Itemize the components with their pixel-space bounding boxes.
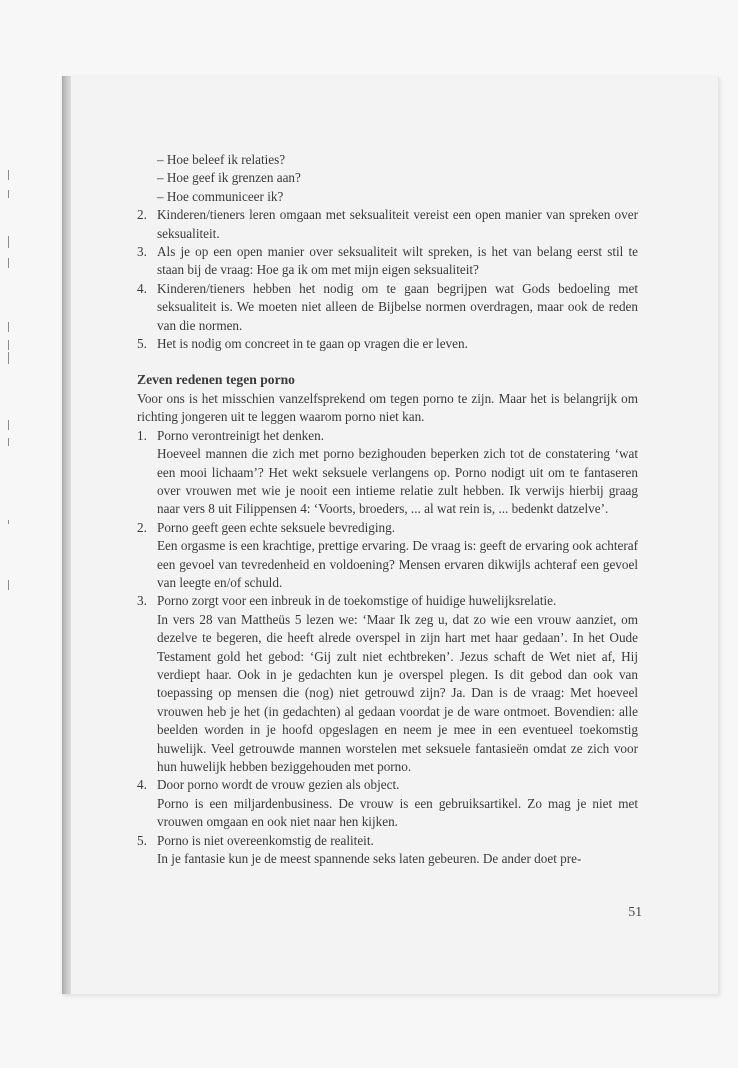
reason-body: Hoeveel mannen die zich met porno bezighouden beperken zich tot de constatering ‘wat een mooi lichaam’? Het wekt seksuele verlangens op. Porno nodigt uit om te fantaseren over vrouwen met wie je nooit een intieme relatie zult hebben. Ik verwijs hierbij graag naar vers 8 uit Filippensen 4: ‘Voorts, broeders, ... al wat rein is, ... bedenkt datzelve’. xyxy=(157,446,638,517)
list-number: 4. xyxy=(137,280,147,296)
list-text: Het is nodig om concreet in te gaan op vragen die er leven. xyxy=(157,336,468,352)
reason-number: 2. xyxy=(137,519,147,535)
reason-number: 3. xyxy=(137,593,147,609)
list-text: Als je op een open manier over seksualiteit wilt spreken, is het van belang eerst stil te staan bij de vraag: Hoe ga ik om met mijn eigen seksualiteit? xyxy=(157,244,638,278)
list-number: 2. xyxy=(137,207,147,223)
list-item xyxy=(137,206,638,243)
list-number: 5. xyxy=(137,336,147,352)
reason-title: Porno zorgt voor een inbreuk in de toekomstige of huidige huwelijksrelatie. xyxy=(157,593,557,609)
reason-body: In je fantasie kun je de meest spannende seks laten gebeuren. De ander doet pre- xyxy=(157,851,582,867)
list-item xyxy=(137,280,638,335)
section-intro: Voor ons is het misschien vanzelfsprekend om tegen porno te zijn. Maar het is belangrijk om richting jongeren uit te leggen waarom porno niet kan. xyxy=(137,390,638,425)
list-item xyxy=(137,335,638,353)
reason-body: Porno is een miljardenbusiness. De vrouw is een gebruiksartikel. Zo mag je niet met vrouwen omgaan en ook niet naar hen kijken. xyxy=(157,795,638,830)
list-text: Kinderen/tieners leren omgaan met seksualiteit vereist een open manier van spreken over seksualiteit. xyxy=(157,207,638,241)
section-heading: Zeven redenen tegen porno xyxy=(137,372,295,388)
reason-item xyxy=(137,776,638,794)
sub-item: – Hoe communiceer ik? xyxy=(157,188,284,204)
reason-number: 5. xyxy=(137,832,147,848)
page-number: 51 xyxy=(628,904,642,919)
reason-item xyxy=(137,592,638,610)
reason-title: Porno geeft geen echte seksuele bevrediging. xyxy=(157,519,396,535)
page-text xyxy=(137,151,638,868)
reason-item xyxy=(137,519,638,537)
reason-title: Porno is niet overeenkomstig de realiteit. xyxy=(157,832,374,848)
reason-body: Een orgasme is een krachtige, prettige ervaring. De vraag is: geeft de ervaring ook achteraf een gevoel van tevredenheid en voldoening? Mensen ervaren dikwijls achteraf een gevoel van leegte en/of schuld. xyxy=(157,538,638,590)
reason-body: In vers 28 van Mattheüs 5 lezen we: ‘Maar Ik zeg u, dat zo wie een vrouw aanziet, om dezelve te begeren, die heeft alrede overspel in zijn hart met haar gedaan’. In het Oude Testament gold het gebod: ‘Gij zult niet echtbreken’. Jezus schaft de Wet niet af, Hij verdiept haar. Ook in je gedachten kun je overspel plegen. Is dit gebod dan ook van toepassing op mensen die (nog) niet getrouwd zijn? Ja. Dan is de vraag: Met hoeveel vrouwen heb je het (in gedachten) al gedaan voordat je de ware ontmoet. Bovendien: alle beelden worden in je hoofd opgeslagen en neem je mee in een eventueel toekomstig huwelijk. Veel getrouwde mannen worstelen met seksuele fantasieën omdat ze zich voor hun huwelijk hebben beziggehouden met porno. xyxy=(157,611,638,774)
list-text: Kinderen/tieners hebben het nodig om te gaan begrijpen wat Gods bedoeling met seksualiteit is. We moeten niet alleen de Bijbelse normen overdragen, maar ook de reden van die normen. xyxy=(157,280,638,333)
sub-item: – Hoe beleef ik relaties? xyxy=(157,152,286,167)
reason-number: 1. xyxy=(137,427,147,443)
list-item xyxy=(137,243,638,280)
sub-item: – Hoe geef ik grenzen aan? xyxy=(157,170,301,186)
reason-title: Porno verontreinigt het denken. xyxy=(157,427,325,443)
page-edge-marks xyxy=(0,0,20,1068)
reason-item xyxy=(137,427,638,445)
reason-item xyxy=(137,832,638,850)
list-number: 3. xyxy=(137,244,147,260)
reason-title: Door porno wordt de vrouw gezien als object. xyxy=(157,777,400,793)
book-spine xyxy=(62,76,71,994)
reason-number: 4. xyxy=(137,777,147,793)
